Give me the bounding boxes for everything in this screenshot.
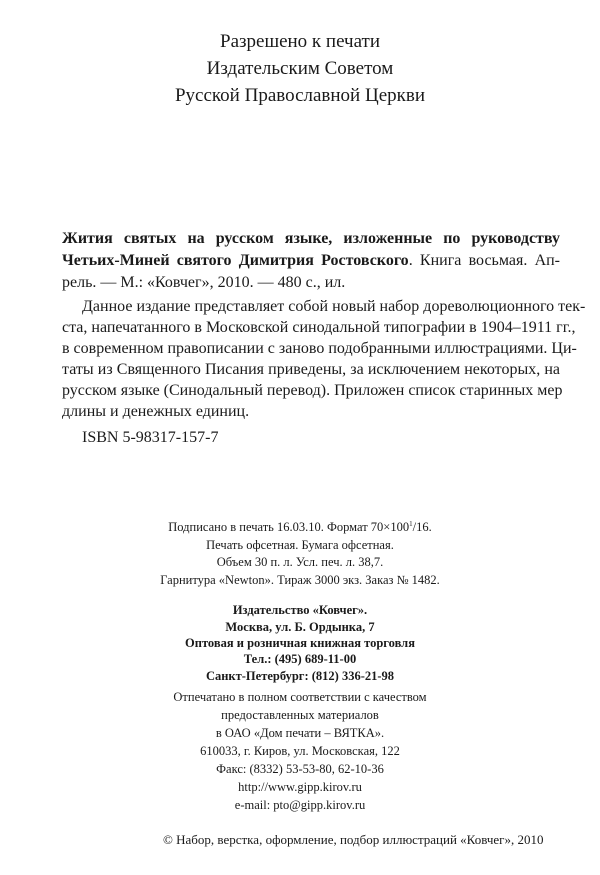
citation-line: [62, 252, 560, 270]
printer-line: Отпечатано в полном соответствии с качеством: [173, 690, 427, 704]
imprint-text: Подписано в печать 16.03.10. Формат 70×100: [168, 520, 410, 535]
copyright: © Набор, верстка, оформление, подбор иллюстраций «Ковчег», 2010: [163, 832, 544, 847]
printer-line: Факс: (8332) 53-53-80, 62-10-36: [216, 762, 384, 776]
sales-line: Санкт-Петербург: (812) 336-21-98: [205, 669, 395, 683]
printer-line: в ОАО «Дом печати – ВЯТКА».: [215, 726, 385, 740]
citation-title-end: Четьих-Миней святого Димитрия Ростовского: [62, 252, 409, 269]
printer-line: 610033, г. Киров, ул. Московская, 122: [200, 744, 400, 758]
imprint-line: [0, 520, 600, 535]
abstract-line: длины и денежных единиц.: [62, 403, 250, 420]
sales-line: Оптовая и розничная книжная торговля: [185, 636, 415, 650]
printer-email: e-mail: pto@gipp.kirov.ru: [234, 798, 366, 812]
approval-line: Русской Православной Церкви: [174, 85, 425, 106]
abstract-line: таты из Священного Писания приведены, за исключением некоторых, на: [62, 361, 560, 378]
citation-book: . Книга восьмая. Ап-: [408, 252, 561, 269]
abstract-line: ста, напечатанного в Московской синодальной типографии в 1904–1911 гг.,: [62, 319, 576, 336]
imprint-line: Печать офсетная. Бумага офсетная.: [206, 538, 394, 552]
approval-line: Разрешено к печати: [220, 31, 380, 52]
publisher-line: Издательство «Ковчег».: [232, 603, 368, 617]
imprint-sup: 1: [409, 520, 413, 528]
citation-title-line: Жития святых на русском языке, изложенные по руководству: [62, 230, 560, 247]
isbn: ISBN 5-98317-157-7: [82, 429, 219, 446]
approval-line: Издательским Советом: [206, 58, 394, 79]
publisher-line: Москва, ул. Б. Ордынка, 7: [225, 620, 375, 634]
abstract-line: Данное издание представляет собой новый набор дореволюционного тек-: [82, 298, 586, 315]
abstract-line: русском языке (Синодальный перевод). Приложен список старинных мер: [62, 382, 563, 399]
sales-line: Тел.: (495) 689-11-00: [243, 652, 357, 666]
abstract-line: в современном правописании с заново подобранными иллюстрациями. Ци-: [62, 340, 577, 357]
imprint-line: Гарнитура «Newton». Тираж 3000 экз. Заказ № 1482.: [160, 573, 440, 587]
printer-website: http://www.gipp.kirov.ru: [238, 780, 362, 794]
citation-line: рель. — М.: «Ковчег», 2010. — 480 с., ил.: [62, 274, 346, 291]
imprint-line: Объем 30 п. л. Усл. печ. л. 38,7.: [216, 555, 384, 569]
printer-line: предоставленных материалов: [221, 708, 379, 722]
imprint-text: /16.: [412, 520, 432, 535]
